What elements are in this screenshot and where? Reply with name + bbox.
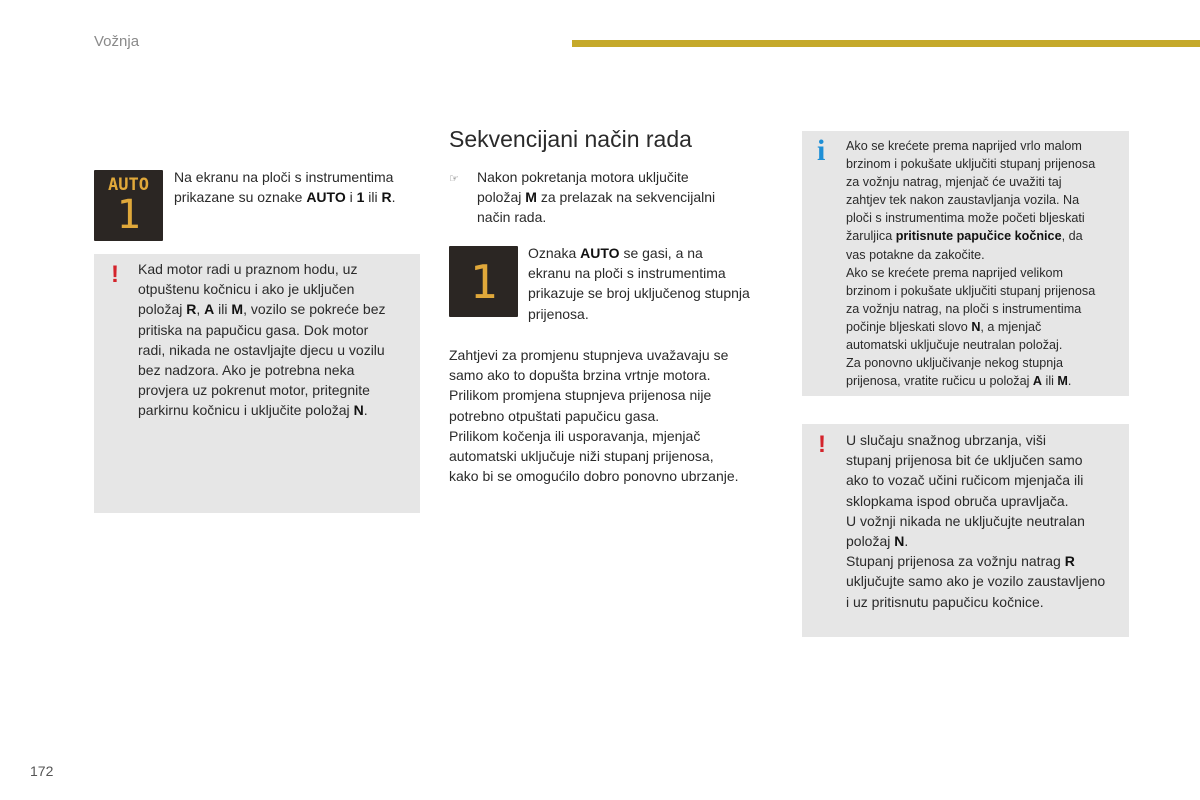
gear-display-paragraph: Oznaka AUTO se gasi, a na ekranu na ploči s instrumentima prikazuje se broj uključenog stupnja prijenosa. (528, 245, 750, 322)
gear-display-icon (449, 246, 518, 317)
intro-line: Na ekranu na ploči s instrumentima (174, 169, 394, 185)
warning-icon: ! (818, 431, 826, 458)
auto-mode-label: AUTO (108, 175, 149, 195)
section-label: Vožnja (94, 33, 140, 50)
shift-requests-paragraph: Zahtjevi za promjenu stupnjeva uvažavaju se samo ako to dopušta brzina vrtnje motora. Prilikom promjena stupnjeva prijenosa nije potrebno otpuštati papučicu gasa. Prilikom kočenja ili usporavanja, mjenjač automatski uključuje niži stupanj prijenosa, kako bi se omogućilo dobro ponovno ubrzanje. (449, 347, 739, 485)
hand-pointer-icon: ☞ (449, 173, 459, 185)
header-accent-bar (572, 40, 1200, 47)
intro-line: prikazane su oznake AUTO i 1 ili R. (174, 189, 396, 206)
warning-text-idle: Kad motor radi u praznom hodu, uz otpuštenu kočnicu i ako je uključen položaj R, A ili M, vozilo se pokreće bez pritiska na papučicu gasa. Dok motor radi, nikada ne ostavljajte djecu u vozilu bez nadzora. Ako je potrebna neka provjera uz pokrenut motor, pritegnite parkirnu kočnicu i uključite položaj N. (138, 261, 386, 419)
intro-paragraph (174, 167, 424, 207)
section-heading: Sekvencijani način rada (449, 126, 692, 152)
warning-text-acceleration: U slučaju snažnog ubrzanja, viši stupanj prijenosa bit će uključen samo ako to vozač učini ručicom mjenjača ili sklopkama ispod obruča upravljača. U vožnji nikada ne uključujte neutralan položaj N. Stupanj prijenosa za vožnju natrag R uključujte samo ako je vozilo zaustavljeno i uz pritisnutu papučicu kočnice. (846, 432, 1106, 610)
page-number: 172 (30, 763, 54, 779)
info-icon: i (817, 134, 826, 167)
gear-number: 1 (116, 192, 141, 238)
auto-gear-display-icon (94, 170, 163, 241)
info-text: Ako se krećete prema naprijed vrlo malom brzinom i pokušate uključiti stupanj prijenosa za vožnju natrag, mjenjač će uvažiti taj zahtjev tek nakon zaustavljanja vozila. Na ploči s instrumentima može početi bljeskati žaruljica pritisnute papučice kočnice, da vas potakne da zakočite. Ako se krećete prema naprijed velikom brzinom i pokušate uključiti stupanj prijenosa za vožnju natrag, na ploči s instrumentima počinje bljeskati slovo N, a mjenjač automatski uključuje neutralan položaj. Za ponovno uključivanje nekog stupnja prijenosa, vratite ručicu u položaj A ili M. (846, 139, 1096, 389)
bullet-paragraph: Nakon pokretanja motora uključite položaj M za prelazak na sekvencijalni način rada. (477, 169, 716, 226)
warning-icon: ! (111, 261, 119, 288)
gear-number: 1 (469, 254, 498, 309)
